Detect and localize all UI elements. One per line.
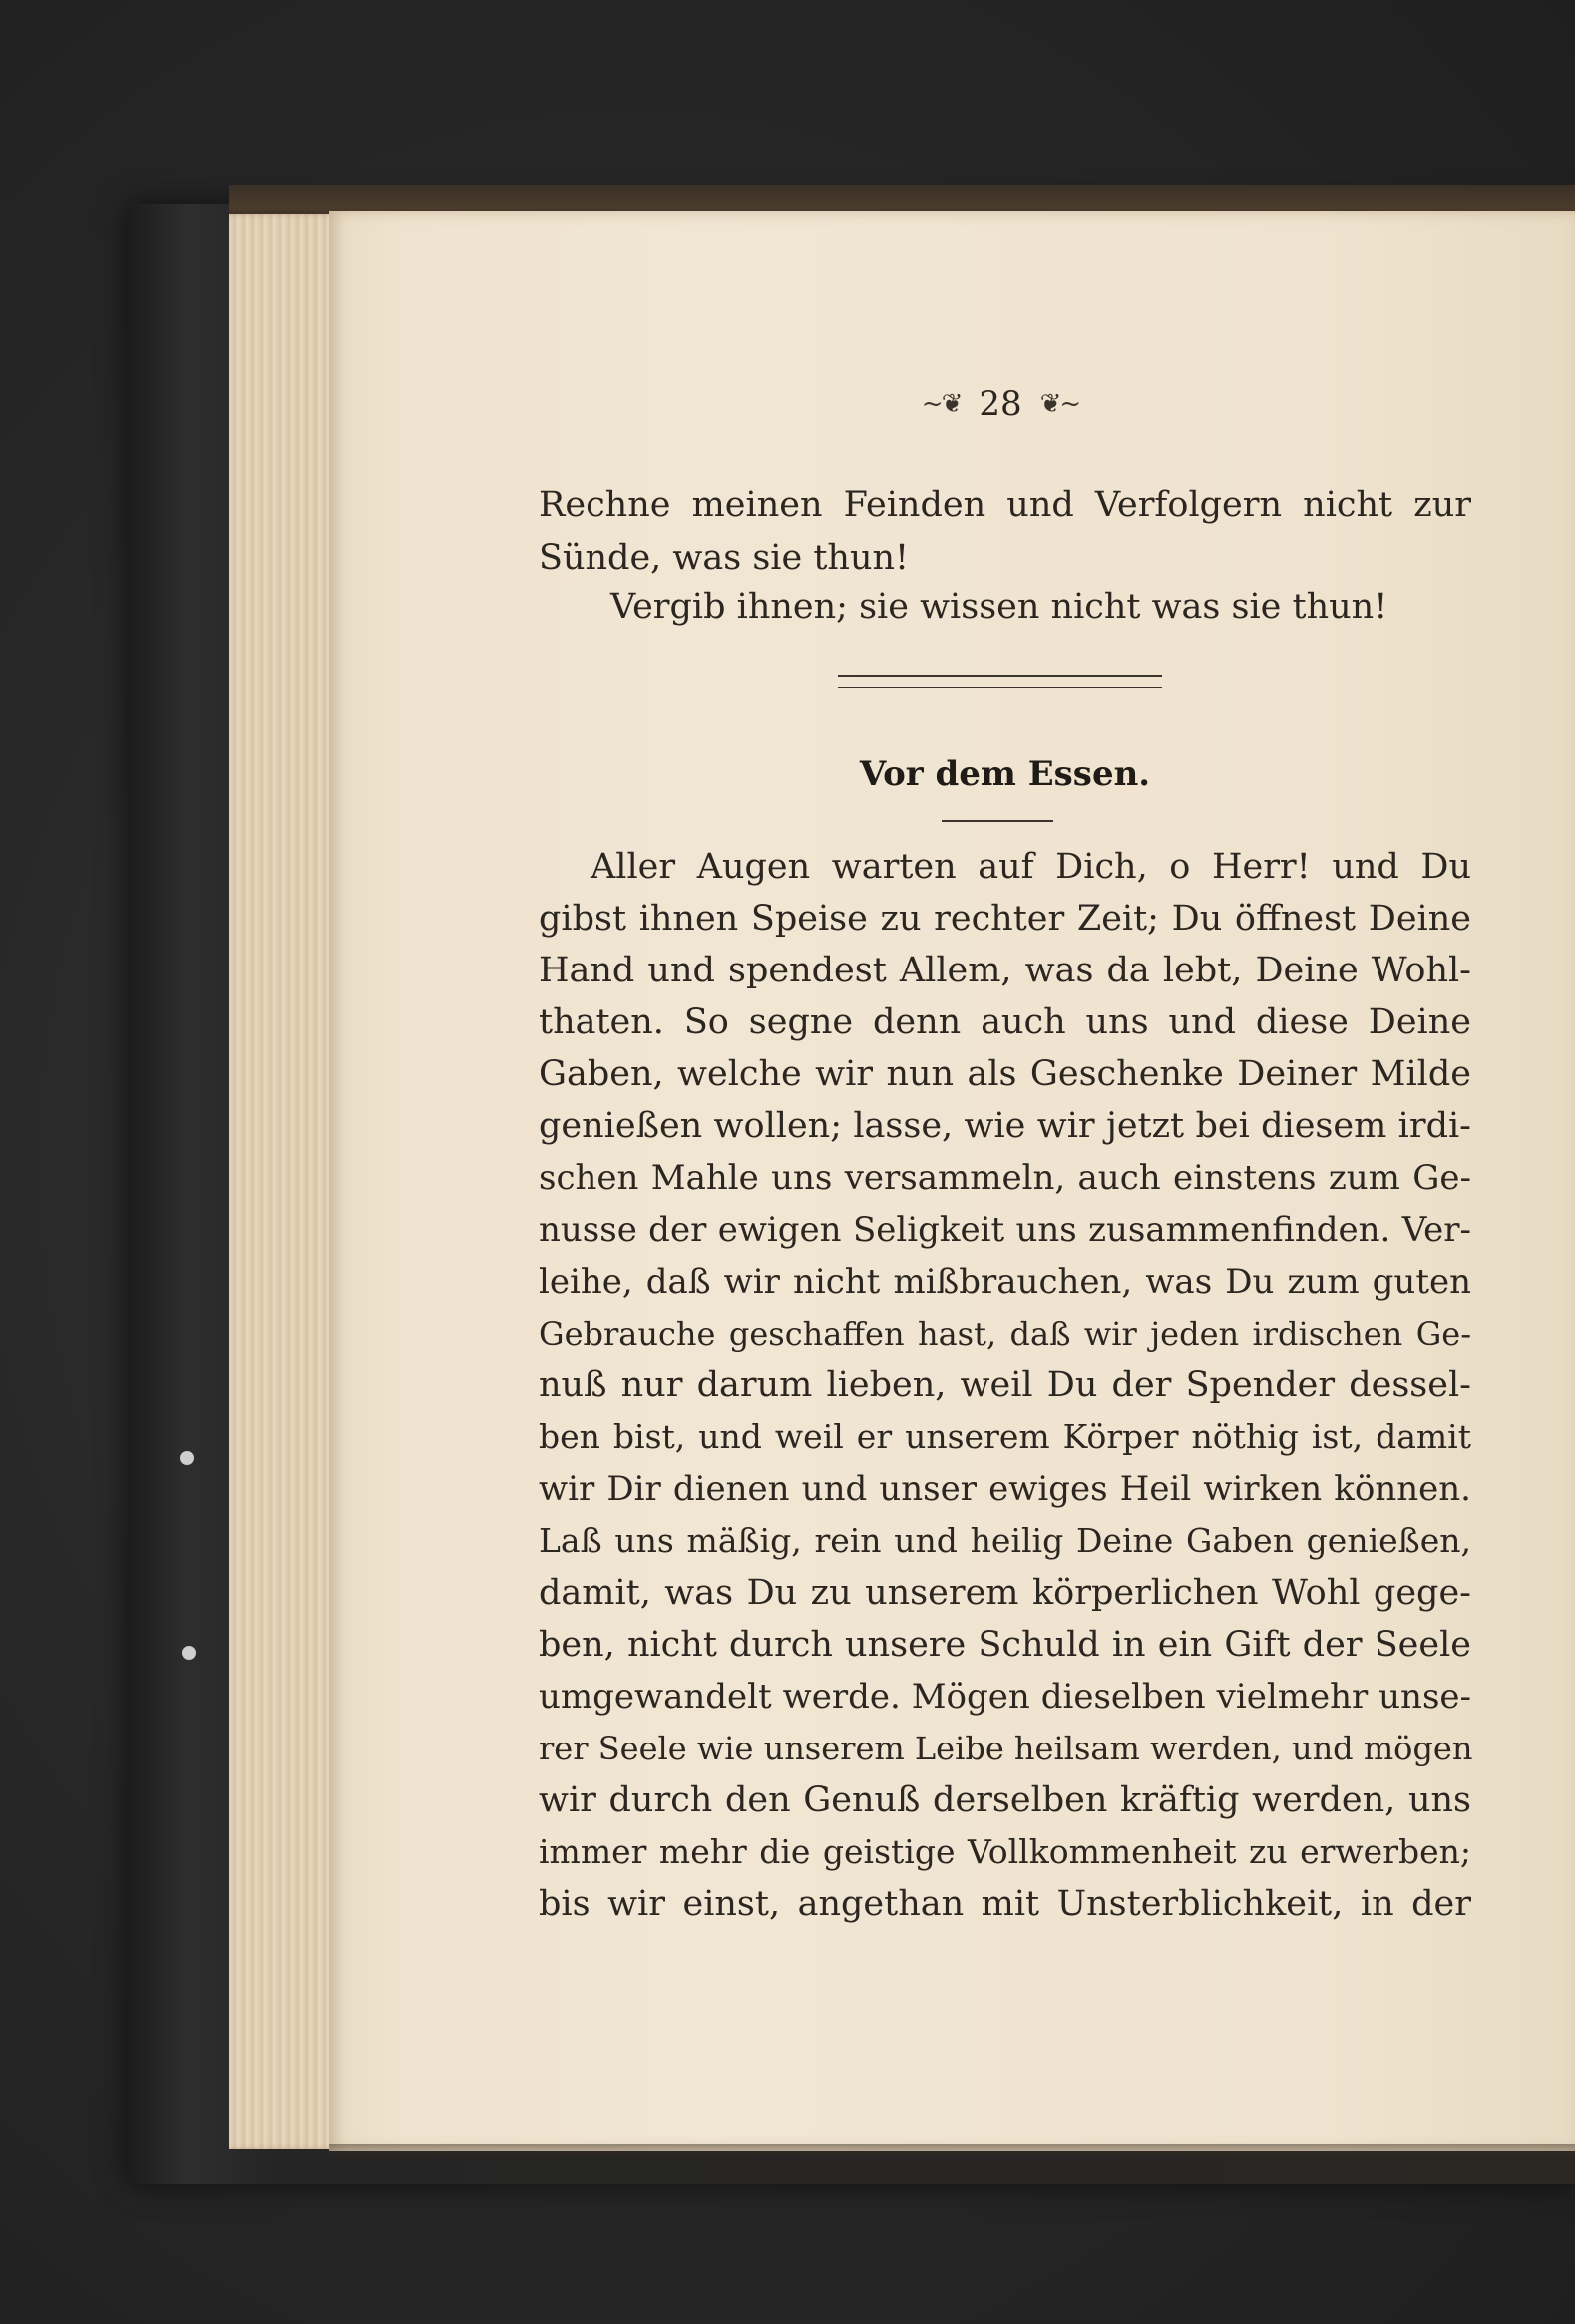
intro-line: Rechne meinen Feinden und Verfolgern nicht zur (539, 485, 1471, 525)
page-number: 28 (979, 384, 1022, 424)
body-line: Laß uns mäßig, rein und heilig Deine Gaben genießen, (539, 1521, 1471, 1560)
body-line: bis wir einst, angethan mit Unsterblichkeit, in der (539, 1884, 1471, 1924)
ornament-right: ❦~ (1039, 389, 1080, 419)
page-stack-edges (229, 214, 339, 2149)
body-line: Aller Augen warten auf Dich, o Herr! und Du (591, 847, 1471, 887)
intro-line: Sünde, was sie thun! (539, 538, 910, 578)
body-line: ben bist, und weil er unserem Körper nöthig ist, damit (539, 1417, 1471, 1456)
body-line: schen Mahle uns versammeln, auch einstens zum Ge- (539, 1158, 1471, 1198)
section-title: Vor dem Essen. (859, 754, 1151, 794)
body-line: rer Seele wie unserem Leibe heilsam werden, und mögen (539, 1730, 1473, 1767)
body-line: nusse der ewigen Seligkeit uns zusammenfinden. Ver- (539, 1210, 1471, 1250)
title-underline (942, 820, 1053, 822)
body-line: ben, nicht durch unsere Schuld in ein Gift der Seele (539, 1625, 1471, 1665)
binding-dot (180, 1451, 194, 1465)
body-line: gibst ihnen Speise zu rechter Zeit; Du öffnest Deine (539, 899, 1471, 939)
body-line: leihe, daß wir nicht mißbrauchen, was Du zum guten (539, 1262, 1471, 1302)
body-line: umgewandelt werde. Mögen dieselben vielmehr unse- (539, 1677, 1471, 1717)
page-header (866, 379, 1135, 429)
body-line: nuß nur darum lieben, weil Du der Spender dessel- (539, 1365, 1471, 1405)
body-line: Gaben, welche wir nun als Geschenke Deiner Milde (539, 1054, 1471, 1094)
intro-line: Vergib ihnen; sie wissen nicht was sie thun! (610, 587, 1388, 627)
body-line: thaten. So segne denn auch uns und diese Deine (539, 1002, 1471, 1042)
body-line: wir Dir dienen und unser ewiges Heil wirken können. (539, 1469, 1471, 1509)
section-divider (838, 675, 1162, 688)
body-line: wir durch den Genuß derselben kräftig werden, uns (539, 1780, 1471, 1820)
body-line: genießen wollen; lasse, wie wir jetzt bei diesem irdi- (539, 1106, 1471, 1146)
page-bottom-shadow (329, 2144, 1575, 2158)
ornament-left: ~❦ (921, 389, 962, 419)
body-line: immer mehr die geistige Vollkommenheit zu erwerben; (539, 1832, 1471, 1871)
body-line: Hand und spendest Allem, was da lebt, Deine Wohl- (539, 951, 1471, 990)
body-line: damit, was Du zu unserem körperlichen Wohl gege- (539, 1573, 1471, 1613)
binding-dot (182, 1646, 196, 1660)
body-line: Gebrauche geschaffen hast, daß wir jeden irdischen Ge- (539, 1315, 1471, 1353)
